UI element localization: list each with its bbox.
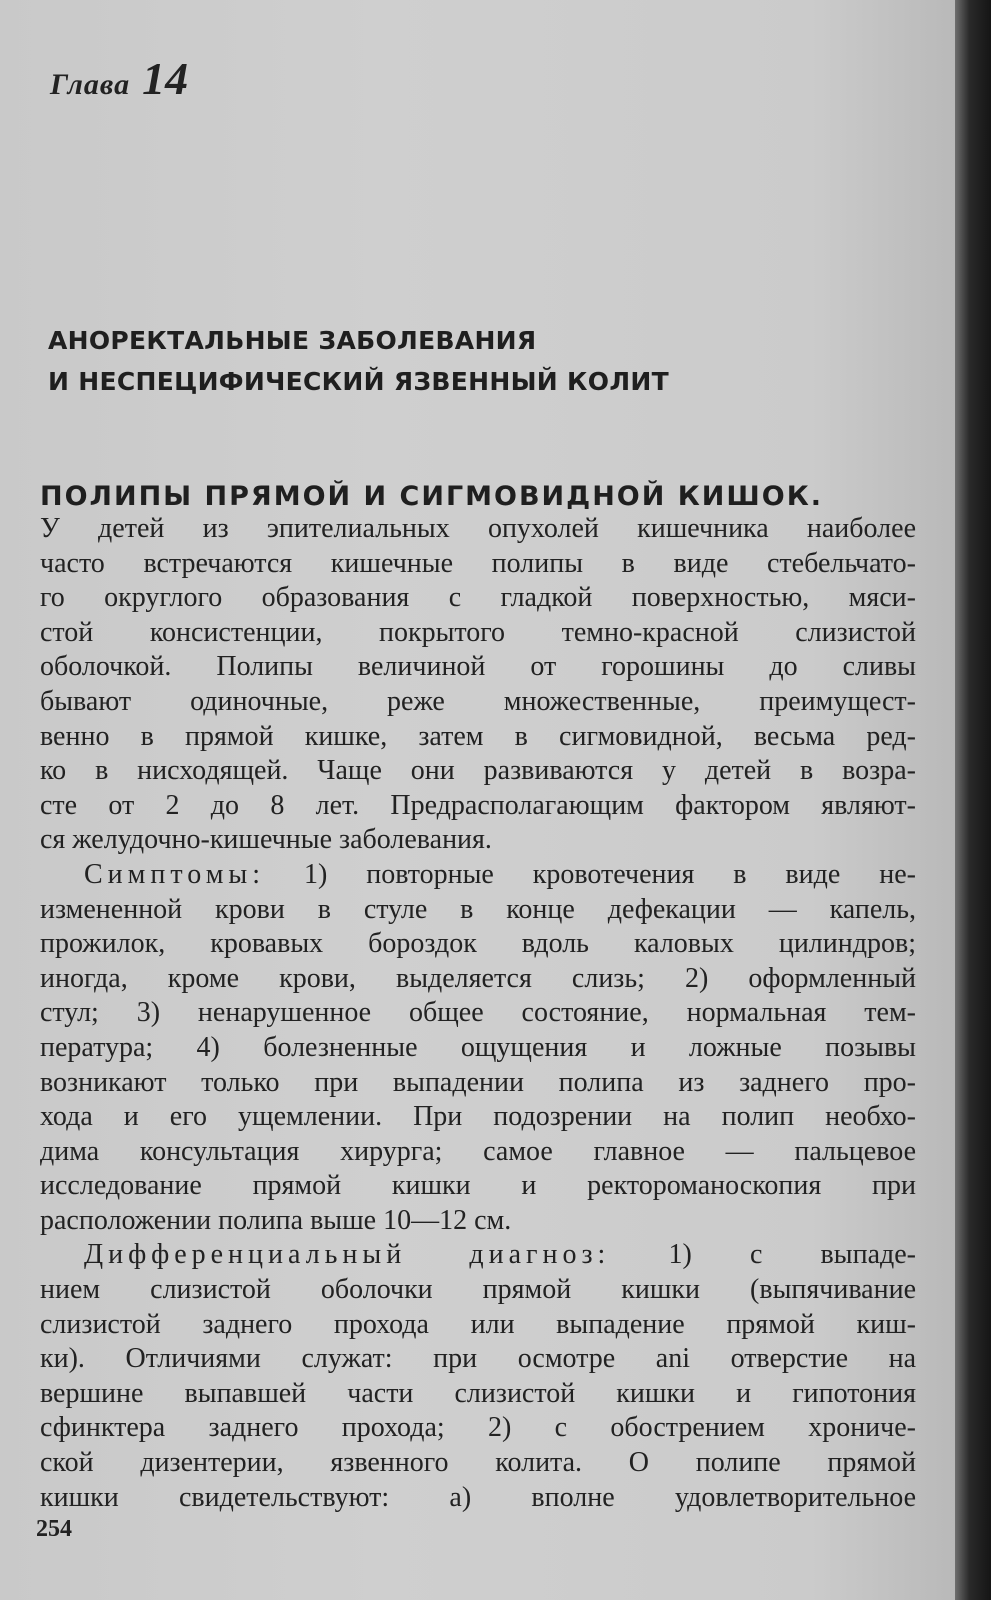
paragraph-label: Симптомы:	[84, 858, 266, 890]
text-line: часто встречаются кишечные полипы в виде стебельчато-	[40, 547, 916, 579]
text-line: кишки свидетельствуют: а) вполне удовлетворительное	[40, 1481, 916, 1513]
text-line: ской дизентерии, язвенного колита. О полипе прямой	[40, 1447, 916, 1479]
text-line: слизистой заднего прохода или выпадение прямой киш-	[40, 1308, 916, 1340]
text-line: пература; 4) болезненные ощущения и ложные позывы	[40, 1031, 916, 1063]
text-line: сфинктера заднего прохода; 2) с обострением хрониче-	[40, 1412, 916, 1444]
text-line: го округлого образования с гладкой поверхностью, мяси-	[40, 582, 916, 614]
text-line	[40, 858, 916, 893]
book-spine-shadow	[955, 0, 991, 1600]
text-line: У детей из эпителиальных опухолей кишечника наиболее	[40, 513, 916, 544]
text-span: 1) с выпаде-	[610, 1239, 916, 1271]
chapter-number: 14	[142, 53, 189, 104]
text-line: нием слизистой оболочки прямой кишки (выпячивание	[40, 1274, 916, 1306]
chapter-title-line: И НЕСПЕЦИФИЧЕСКИЙ ЯЗВЕННЫЙ КОЛИТ	[48, 367, 669, 396]
text-line: прожилок, кровавых бороздок вдоль каловых цилиндров;	[40, 928, 916, 960]
text-line: ки). Отличиями служат: при осмотре anі отверстие на	[40, 1343, 916, 1375]
text-line: стой консистенции, покрытого темно-красной слизистой	[40, 616, 916, 648]
text-line: иногда, кроме крови, выделяется слизь; 2) оформленный	[40, 962, 916, 994]
text-line: оболочкой. Полипы величиной от горошины до сливы	[40, 651, 916, 683]
text-line: измененной крови в стуле в конце дефекации — капель,	[40, 893, 916, 925]
text-span: 1) повторные кровотечения в виде не-	[265, 858, 916, 890]
text-line: сте от 2 до 8 лет. Предрасполагающим фактором являют-	[40, 789, 916, 821]
chapter-label	[50, 52, 188, 105]
chapter-title	[48, 320, 669, 402]
text-line: исследование прямой кишки и ректороманоскопия при	[40, 1170, 916, 1202]
text-line: венно в прямой кишке, затем в сигмовидной, весьма ред-	[40, 720, 916, 752]
text-line: хода и его ущемлении. При подозрении на полип необхо-	[40, 1101, 916, 1133]
text-line: бывают одиночные, реже множественные, преимущест-	[40, 685, 916, 717]
text-line: вершине выпавшей части слизистой кишки и гипотония	[40, 1377, 916, 1409]
text-line: расположении полипа выше 10—12 см.	[40, 1204, 512, 1236]
text-line: ся желудочно-кишечные заболевания.	[40, 824, 492, 856]
page-number: 254	[36, 1516, 72, 1542]
text-line: дима консультация хирурга; самое главное — пальцевое	[40, 1135, 916, 1167]
section-heading: ПОЛИПЫ ПРЯМОЙ И СИГМОВИДНОЙ КИШОК.	[40, 481, 824, 512]
text-line: стул; 3) ненарушенное общее состояние, нормальная тем-	[40, 997, 916, 1029]
paragraph-label: Дифференциальный диагноз:	[84, 1239, 611, 1271]
body-text	[40, 512, 916, 1515]
chapter-word: Глава	[50, 68, 131, 101]
text-line: возникают только при выпадении полипа из заднего про-	[40, 1066, 916, 1098]
text-line	[40, 1238, 916, 1273]
text-line: ко в нисходящей. Чаще они развиваются у детей в возра-	[40, 755, 916, 787]
chapter-title-line: АНОРЕКТАЛЬНЫЕ ЗАБОЛЕВАНИЯ	[48, 326, 537, 355]
